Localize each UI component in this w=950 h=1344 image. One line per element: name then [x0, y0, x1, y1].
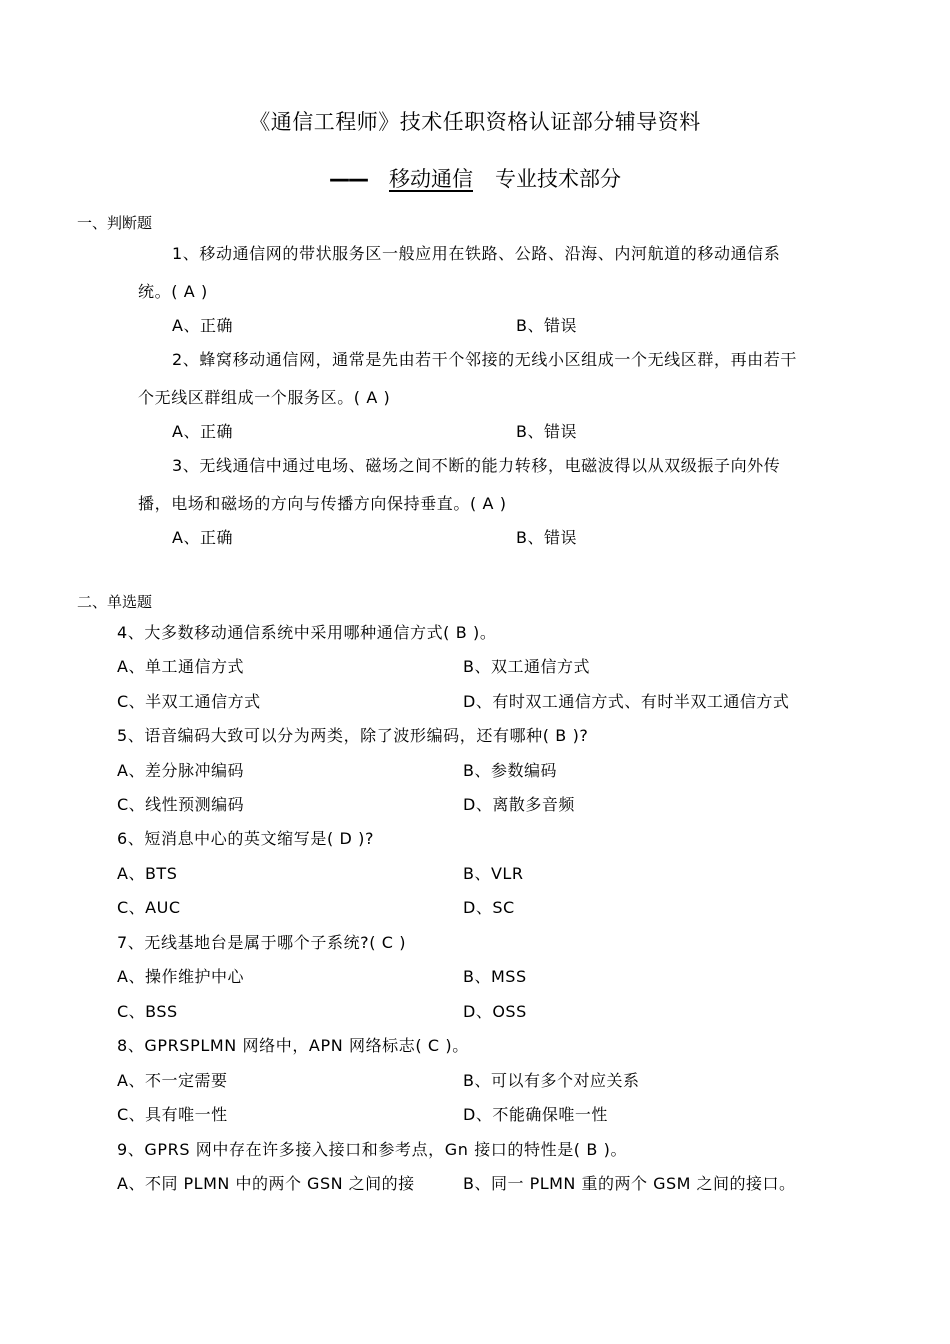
option-c: C、BSS	[117, 1002, 178, 1021]
document-title: 《通信工程师》技术任职资格认证部分辅导资料	[249, 110, 701, 134]
option-b: B、错误	[516, 316, 577, 335]
section-heading-single-choice: 二、单选题	[77, 593, 153, 611]
option-d: D、不能确保唯一性	[463, 1105, 608, 1124]
option-a: A、不一定需要	[117, 1071, 228, 1090]
question-line: 1、移动通信网的带状服务区一般应用在铁路、公路、沿海、内河航道的移动通信系	[172, 244, 781, 263]
option-d: D、OSS	[463, 1002, 527, 1021]
option-c: C、线性预测编码	[117, 795, 245, 814]
question-text: 6、短消息中心的英文缩写是( D )?	[117, 829, 375, 848]
question-text: 5、语音编码大致可以分为两类，除了波形编码，还有哪种( B )?	[117, 726, 589, 745]
subtitle-topic: 移动通信	[389, 167, 473, 191]
option-b: B、VLR	[463, 864, 524, 883]
option-d: D、SC	[463, 898, 515, 917]
option-d: D、有时双工通信方式、有时半双工通信方式	[463, 692, 790, 711]
option-a: A、差分脉冲编码	[117, 761, 244, 780]
subtitle-rest: 专业技术部分	[495, 167, 621, 191]
question-text: 8、GPRSPLMN 网络中，APN 网络标志( C )。	[117, 1036, 469, 1055]
option-b: B、同一 PLMN 重的两个 GSM 之间的接口。	[463, 1174, 796, 1193]
option-a: A、BTS	[117, 864, 178, 883]
subtitle-dash: ——	[329, 167, 367, 191]
question-line: 统。( A )	[138, 282, 208, 301]
option-a: A、正确	[172, 316, 233, 335]
option-b: B、错误	[516, 422, 577, 441]
section-heading-judgment: 一、判断题	[77, 214, 153, 232]
option-b: B、可以有多个对应关系	[463, 1071, 640, 1090]
question-line: 个无线区群组成一个服务区。( A )	[138, 388, 391, 407]
option-a: A、正确	[172, 422, 233, 441]
option-a: A、单工通信方式	[117, 657, 244, 676]
option-b: B、双工通信方式	[463, 657, 590, 676]
option-a: A、操作维护中心	[117, 967, 244, 986]
option-b: B、MSS	[463, 967, 527, 986]
question-text: 7、无线基地台是属于哪个子系统?( C )	[117, 933, 407, 952]
question-text: 4、大多数移动通信系统中采用哪种通信方式( B )。	[117, 623, 497, 642]
option-a: A、不同 PLMN 中的两个 GSN 之间的接	[117, 1174, 415, 1193]
option-b: B、错误	[516, 528, 577, 547]
question-line: 2、蜂窝移动通信网，通常是先由若干个邻接的无线小区组成一个无线区群，再由若干	[172, 350, 797, 369]
question-text: 9、GPRS 网中存在许多接入接口和参考点，Gn 接口的特性是( B )。	[117, 1140, 628, 1159]
question-line: 播，电场和磁场的方向与传播方向保持垂直。( A )	[138, 494, 507, 513]
option-c: C、具有唯一性	[117, 1105, 228, 1124]
option-b: B、参数编码	[463, 761, 557, 780]
option-d: D、离散多音频	[463, 795, 575, 814]
question-line: 3、无线通信中通过电场、磁场之间不断的能力转移，电磁波得以从双级振子向外传	[172, 456, 781, 475]
document-subtitle	[0, 163, 950, 193]
option-c: C、半双工通信方式	[117, 692, 261, 711]
option-c: C、AUC	[117, 898, 181, 917]
option-a: A、正确	[172, 528, 233, 547]
